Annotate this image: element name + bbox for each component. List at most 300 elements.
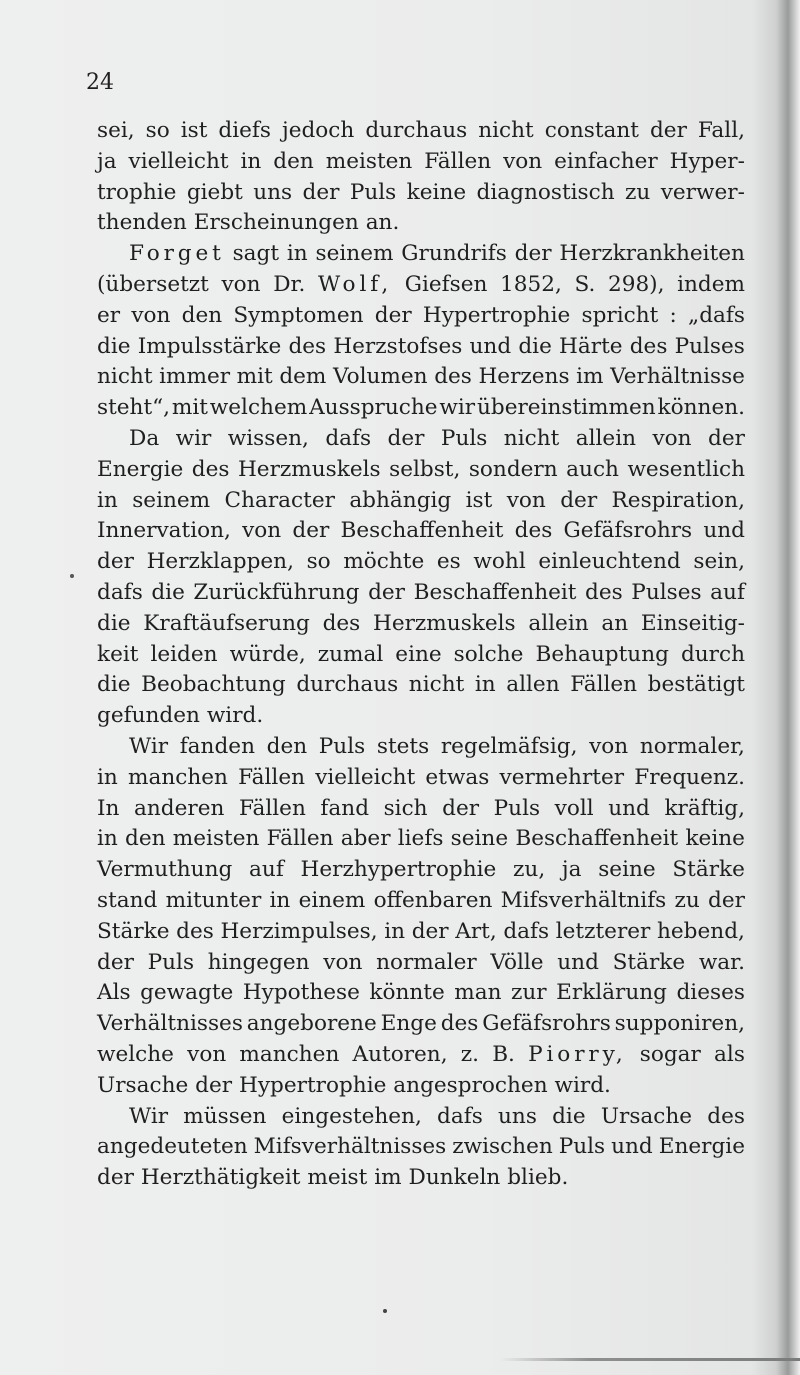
word: Character [224, 487, 335, 513]
text-line [97, 424, 745, 455]
word: den [266, 733, 308, 759]
word: Vermuthung [97, 857, 233, 883]
word: und [611, 1134, 653, 1160]
word: Mifsverhältnifs [500, 887, 667, 913]
word: eingestehen, [281, 1103, 422, 1129]
word: vielleicht [128, 148, 229, 174]
word: Erklärung [556, 980, 667, 1006]
word: einfacher [554, 148, 658, 174]
word: nicht [408, 672, 465, 698]
word: Herzthätigkeit [140, 1165, 301, 1191]
word: hingegen [207, 949, 310, 975]
word: wird. [206, 703, 264, 729]
word: sich [383, 795, 428, 821]
text-line [97, 208, 745, 239]
text-line [97, 701, 745, 732]
word: letzterer [555, 918, 651, 944]
word: mit [171, 395, 208, 421]
word: auf [710, 579, 745, 605]
word: in [240, 148, 262, 174]
word: durchaus [296, 672, 399, 698]
word: Enge [380, 1011, 437, 1037]
word: Fällen [266, 826, 334, 852]
word: die [97, 610, 131, 636]
word: gewagte [140, 980, 234, 1006]
text-line [97, 978, 745, 1009]
word: nicht [478, 118, 534, 143]
word: allen [506, 672, 560, 698]
word: der [302, 179, 340, 205]
word: sei, [97, 118, 135, 143]
word: an. [365, 210, 400, 236]
word: der [368, 579, 406, 605]
word: man [454, 980, 502, 1006]
word: hebend, [657, 918, 745, 944]
word: auf [249, 857, 284, 883]
word: constant [544, 118, 639, 143]
word: so [306, 549, 331, 575]
word: Impulsstärke [137, 333, 282, 359]
word: supponiren, [614, 1011, 745, 1037]
word: in [474, 672, 496, 698]
word: dafs [437, 1103, 483, 1129]
word: Symptomen [233, 302, 364, 328]
word: möchte [343, 549, 425, 575]
word: Fällen [238, 795, 306, 821]
word: sondern [468, 456, 558, 482]
word: Piorry, [528, 1041, 627, 1067]
word: Stärke [612, 949, 686, 975]
word: die [97, 672, 131, 698]
word: S. [574, 271, 596, 297]
text-line [97, 116, 745, 147]
word: angesprochen [393, 1072, 548, 1098]
text-line [97, 886, 745, 917]
word: zur [510, 980, 547, 1006]
word: Puls [147, 949, 195, 975]
word: des [707, 1103, 745, 1129]
word: wissen, [227, 425, 309, 451]
word: meisten [325, 148, 413, 174]
word: Energie [658, 1134, 745, 1160]
text-line [97, 578, 745, 609]
text-line [97, 516, 745, 547]
word: Kraftäufserung [143, 610, 310, 636]
word: die [518, 333, 552, 359]
word: als [714, 1041, 745, 1067]
word: Beschaffenheit [413, 579, 577, 605]
word: „dafs [688, 302, 745, 328]
word: Erscheinungen [193, 210, 359, 236]
word: angedeuteten [97, 1134, 248, 1160]
word: keine [406, 179, 467, 205]
word: vermehrter [499, 764, 625, 790]
page-number: 24 [86, 70, 114, 95]
word: 1852, [500, 271, 562, 297]
word: dafs [97, 579, 143, 605]
word: In [97, 795, 120, 821]
word: der [708, 887, 745, 913]
word: von [221, 271, 261, 297]
word: B. [492, 1041, 515, 1067]
word: durchaus [365, 118, 468, 143]
word: und [608, 795, 650, 821]
word: leiden [150, 641, 218, 667]
word: spricht [581, 302, 659, 328]
word: Innervation, [97, 518, 231, 544]
word: Ausspruche [309, 395, 438, 421]
text-line [97, 547, 745, 578]
word: voll [554, 795, 594, 821]
word: Puls [493, 795, 541, 821]
word: von [506, 487, 546, 513]
word: selbst, [389, 456, 461, 482]
word: der [195, 1072, 233, 1098]
word: fand [320, 795, 370, 821]
word: mit [236, 364, 273, 390]
word: in [97, 826, 118, 852]
word: und [557, 949, 599, 975]
word: Herzens [478, 364, 570, 390]
word: zu [674, 887, 700, 913]
word: ja [561, 857, 582, 883]
word: Verhältnisses [97, 1011, 243, 1037]
word: Beschaffenheit [340, 518, 504, 544]
word: nicht [97, 364, 153, 390]
word: Forget [129, 241, 225, 267]
word: Hypertrophie [422, 302, 571, 328]
text-line [97, 732, 745, 763]
text-line [97, 393, 745, 424]
word: Frequenz. [634, 764, 745, 790]
word: von [323, 949, 363, 975]
word: uns [253, 179, 293, 205]
word: gefunden [97, 703, 200, 729]
word: Grundrifs [401, 241, 507, 267]
word: kräftig, [664, 795, 745, 821]
word: den [273, 148, 314, 174]
word: nicht [503, 425, 560, 451]
word: 298), [607, 271, 665, 297]
word: in [97, 764, 118, 790]
word: der [97, 549, 134, 575]
word: der [514, 241, 552, 267]
word: dafs [325, 425, 372, 451]
word: Wolf, [317, 271, 393, 297]
word: Hyper- [669, 148, 745, 174]
word: könnte [369, 980, 445, 1006]
word: abhängig [349, 487, 452, 513]
word: Stärke [97, 918, 170, 944]
word: Herzmuskels [373, 610, 516, 636]
word: keit [97, 641, 139, 667]
word: zu, [513, 857, 546, 883]
word: Fall, [697, 118, 745, 143]
word: Herzmuskels [237, 456, 381, 482]
text-line [97, 455, 745, 486]
word: einleuchtend [538, 549, 681, 575]
word: Hypothese [242, 980, 360, 1006]
word: stets [376, 733, 430, 759]
word: des [440, 1011, 479, 1037]
word: z. [460, 1041, 480, 1067]
word: seine [450, 826, 509, 852]
word: zumal [317, 641, 384, 667]
word: wesentlich [627, 456, 745, 482]
word: Giefsen [404, 271, 488, 297]
word: offenbaren [373, 887, 493, 913]
word: stand [97, 887, 158, 913]
word: Puls [349, 179, 397, 205]
word: die [97, 333, 131, 359]
text-line [97, 147, 745, 178]
text-line [97, 917, 745, 948]
word: seinem [132, 487, 211, 513]
body-text [97, 116, 745, 1194]
word: Beschaffenheit [515, 826, 679, 852]
word: des [322, 610, 361, 636]
word: anderen [134, 795, 225, 821]
word: wir [439, 395, 476, 421]
word: Als [97, 980, 131, 1006]
page-speck [383, 1309, 387, 1313]
word: Dr. [273, 271, 306, 297]
word: Beobachtung [141, 672, 286, 698]
word: von [503, 148, 543, 174]
word: Behauptung [535, 641, 669, 667]
word: wohl [473, 549, 526, 575]
word: verwer- [660, 179, 745, 205]
word: keine [685, 826, 745, 852]
text-line [97, 640, 745, 671]
word: der [649, 118, 687, 143]
word: die [151, 579, 185, 605]
text-line [97, 794, 745, 825]
word: können. [657, 395, 745, 421]
word: Herzstofses [333, 333, 463, 359]
word: von [242, 518, 282, 544]
word: immer [159, 364, 231, 390]
word: einem [298, 887, 366, 913]
word: übereinstimmen [476, 395, 656, 421]
word: in [97, 487, 118, 513]
text-line [97, 763, 745, 794]
word: der [708, 425, 745, 451]
word: Da [129, 425, 160, 451]
word: Respiration, [611, 487, 745, 513]
word: normaler, [639, 733, 745, 759]
text-line [97, 178, 745, 209]
word: Einseitig- [640, 610, 745, 636]
word: regelmäfsig, [440, 733, 578, 759]
word: auch [566, 456, 619, 482]
word: den [181, 302, 223, 328]
word: bestätigt [647, 672, 745, 698]
word: etwas [425, 764, 490, 790]
word: blieb. [507, 1165, 569, 1191]
word: der [442, 795, 480, 821]
word: diagnostisch [476, 179, 615, 205]
word: Autoren, [352, 1041, 448, 1067]
word: meist [307, 1165, 368, 1191]
text-line [97, 1071, 745, 1102]
word: und [703, 518, 745, 544]
word: Herzkrankheiten [559, 241, 745, 267]
word: Puls [558, 1134, 606, 1160]
word: dafs [503, 918, 550, 944]
word: manchen [128, 764, 228, 790]
word: fanden [179, 733, 255, 759]
text-line [97, 824, 745, 855]
word: des [514, 518, 553, 544]
word: eine [395, 641, 442, 667]
word: Fällen [570, 672, 638, 698]
page-edge-shadow [500, 1358, 800, 1361]
text-line [97, 1132, 745, 1163]
text-line [97, 1040, 745, 1071]
word: (übersetzt [97, 271, 209, 297]
word: uns [498, 1103, 537, 1129]
word: welche [97, 1041, 174, 1067]
word: ist [465, 487, 493, 513]
word: Zurückführung [193, 579, 360, 605]
word: des [191, 456, 230, 482]
word: allein [528, 610, 589, 636]
word: dieses [676, 980, 745, 1006]
word: würde, [229, 641, 306, 667]
text-line [97, 1163, 745, 1194]
word: Hypertrophie [239, 1072, 387, 1098]
word: im [374, 1165, 402, 1191]
word: an [601, 610, 629, 636]
word: Puls [318, 733, 366, 759]
word: durch [680, 641, 745, 667]
word: der [97, 949, 134, 975]
text-line [97, 270, 745, 301]
word: von [131, 302, 171, 328]
word: steht“, [97, 395, 171, 421]
text-line [97, 948, 745, 979]
text-line [97, 486, 745, 517]
word: der [292, 518, 330, 544]
word: Ursache [600, 1103, 693, 1129]
word: Gefäfsrohrs [563, 518, 693, 544]
word: der [387, 425, 425, 451]
word: Wir [129, 1103, 169, 1129]
word: in [384, 918, 406, 944]
word: zu [625, 179, 651, 205]
text-line [97, 1009, 745, 1040]
word: er [97, 302, 121, 328]
text-line [97, 239, 745, 270]
word: so [145, 118, 170, 143]
word: in [286, 241, 308, 267]
text-line [97, 855, 745, 886]
word: von [589, 733, 629, 759]
word: manchen [239, 1041, 340, 1067]
word: sein, [693, 549, 745, 575]
word: diefs [218, 118, 271, 143]
word: vielleicht [315, 764, 416, 790]
word: der [97, 1165, 134, 1191]
word: : [669, 302, 677, 328]
text-line [97, 332, 745, 363]
word: des [585, 579, 623, 605]
word: Energie [97, 456, 184, 482]
word: sogar [639, 1041, 701, 1067]
word: von [652, 425, 692, 451]
word: in [269, 887, 291, 913]
word: jedoch [282, 118, 355, 143]
text-line [97, 670, 745, 701]
margin-speck [70, 574, 74, 578]
word: Pulses [674, 333, 745, 359]
word: indem [677, 271, 745, 297]
word: allein [575, 425, 637, 451]
word: des [176, 918, 214, 944]
word: von [187, 1041, 227, 1067]
word: die [552, 1103, 586, 1129]
word: ja [97, 148, 117, 174]
word: der [374, 302, 412, 328]
word: wir [175, 425, 212, 451]
word: Völle [490, 949, 544, 975]
word: Fällen [424, 148, 492, 174]
word: trophie [97, 179, 177, 205]
word: Wir [129, 733, 169, 759]
word: Mifsverhältnisses [253, 1134, 447, 1160]
word: normaler [376, 949, 477, 975]
word: den [125, 826, 166, 852]
word: zwischen [452, 1134, 553, 1160]
word: Gefäfsrohrs [482, 1011, 611, 1037]
word: Fällen [238, 764, 306, 790]
word: dem [279, 364, 327, 390]
word: mitunter [165, 887, 262, 913]
word: solche [453, 641, 524, 667]
text-line [97, 362, 745, 393]
word: Härte [559, 333, 623, 359]
word: müssen [183, 1103, 267, 1129]
word: wird. [554, 1072, 611, 1098]
word: es [436, 549, 461, 575]
word: der [411, 918, 449, 944]
word: Dunkeln [408, 1165, 501, 1191]
word: seinem [315, 241, 394, 267]
word: seine [598, 857, 656, 883]
word: des [288, 333, 327, 359]
word: liefs [397, 826, 444, 852]
word: Volumen [333, 364, 428, 390]
text-line [97, 609, 745, 640]
word: Puls [440, 425, 488, 451]
text-line [97, 1102, 745, 1133]
word: und [469, 333, 512, 359]
text-line [97, 301, 745, 332]
word: sagt [232, 241, 280, 267]
word: Pulses [631, 579, 702, 605]
word: Verhältnisse [610, 364, 745, 390]
word: Ursache [97, 1072, 189, 1098]
word: welchem [209, 395, 308, 421]
word: Stärke [672, 857, 745, 883]
word: im [576, 364, 604, 390]
word: ist [180, 118, 208, 143]
word: der [560, 487, 598, 513]
word: angeborene [246, 1011, 377, 1037]
word: des [434, 364, 472, 390]
word: Herzhypertrophie [300, 857, 497, 883]
